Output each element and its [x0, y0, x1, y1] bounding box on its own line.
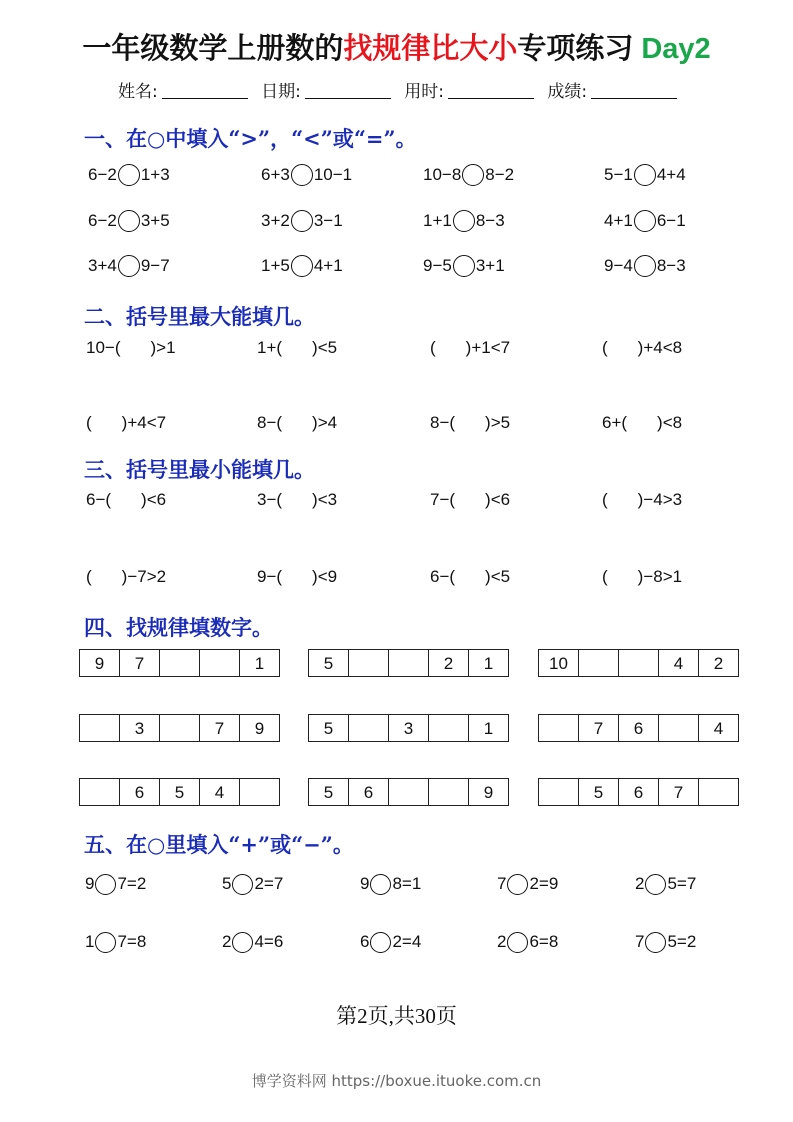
operator-item	[360, 872, 421, 896]
expression-right: )<6	[485, 490, 511, 509]
expression-right: )+1<7	[465, 338, 511, 357]
answer-circle[interactable]	[634, 210, 656, 232]
number-cell: 4	[200, 779, 240, 806]
operator-circle[interactable]	[95, 874, 116, 895]
number-strip	[538, 778, 739, 806]
right-expression: 8−3	[656, 256, 686, 275]
first-number: 2	[497, 932, 507, 951]
blank-cell[interactable]	[619, 650, 659, 677]
equation-rest: 7=8	[117, 932, 147, 951]
blank-cell[interactable]	[699, 779, 739, 806]
blank-cell[interactable]	[349, 650, 389, 677]
expression-left: (	[602, 338, 608, 357]
compare-item	[604, 254, 686, 278]
equation-rest: 5=2	[667, 932, 697, 951]
section-4-heading: 四、找规律填数字。	[84, 615, 273, 640]
number-cell: 5	[309, 650, 349, 677]
first-number: 5	[222, 874, 232, 893]
title-part-3: 专项练习	[517, 31, 634, 65]
paren-item	[602, 565, 682, 589]
number-cell: 7	[659, 779, 699, 806]
number-cell: 1	[469, 650, 509, 677]
right-expression: 3+5	[140, 211, 170, 230]
answer-circle[interactable]	[118, 210, 140, 232]
operator-circle[interactable]	[370, 932, 391, 953]
left-expression: 10−8	[423, 165, 462, 184]
expression-right: )−4>3	[637, 490, 683, 509]
operator-item	[497, 930, 558, 954]
paren-item	[602, 488, 682, 512]
number-strip	[79, 714, 280, 742]
compare-item	[604, 163, 686, 187]
operator-circle[interactable]	[370, 874, 391, 895]
left-expression: 5−1	[604, 165, 633, 184]
right-expression: 10−1	[313, 165, 353, 184]
section-3-heading: 三、括号里最小能填几。	[84, 457, 315, 482]
equation-rest: 2=4	[392, 932, 422, 951]
first-number: 9	[85, 874, 95, 893]
site-watermark: 博学资料网 https://boxue.ituoke.com.cn	[251, 1072, 542, 1090]
score-label: 成绩:	[547, 82, 588, 102]
left-expression: 9−5	[423, 256, 452, 275]
blank-cell[interactable]	[539, 715, 579, 742]
number-cell: 9	[469, 779, 509, 806]
number-cell: 5	[309, 779, 349, 806]
first-number: 7	[635, 932, 645, 951]
left-expression: 9−4	[604, 256, 633, 275]
equation-rest: 2=9	[529, 874, 559, 893]
answer-circle[interactable]	[462, 164, 484, 186]
number-strip	[538, 649, 739, 677]
expression-left: (	[86, 567, 92, 586]
expression-right: )+4<7	[121, 413, 167, 432]
date-blank[interactable]	[305, 82, 391, 99]
equation-rest: 2=7	[254, 874, 284, 893]
number-cell: 7	[200, 715, 240, 742]
expression-left: (	[602, 490, 608, 509]
operator-circle[interactable]	[507, 874, 528, 895]
paren-item	[602, 411, 682, 435]
number-cell: 1	[240, 650, 280, 677]
title-day: Day2	[641, 33, 711, 65]
number-strip	[308, 778, 509, 806]
paren-item	[430, 565, 510, 589]
number-cell: 5	[160, 779, 200, 806]
operator-item	[360, 930, 421, 954]
left-expression: 6+3	[261, 165, 290, 184]
blank-cell[interactable]	[389, 779, 429, 806]
name-label: 姓名:	[118, 82, 158, 102]
paren-item	[430, 411, 510, 435]
left-expression: 1+1	[423, 211, 452, 230]
expression-right: )−7>2	[121, 567, 167, 586]
operator-item	[635, 872, 696, 896]
expression-right: )<3	[312, 490, 338, 509]
expression-right: )<9	[312, 567, 338, 586]
operator-item	[85, 930, 146, 954]
expression-left: 10−(	[86, 338, 121, 357]
left-expression: 3+4	[88, 256, 117, 275]
number-cell: 9	[240, 715, 280, 742]
left-expression: 6−2	[88, 211, 117, 230]
score-blank[interactable]	[591, 82, 677, 99]
compare-item	[261, 163, 352, 187]
compare-item	[423, 209, 505, 233]
number-cell: 7	[579, 715, 619, 742]
equation-rest: 8=1	[392, 874, 422, 893]
operator-circle[interactable]	[232, 874, 253, 895]
blank-cell[interactable]	[539, 779, 579, 806]
right-expression: 3+1	[475, 256, 505, 275]
expression-right: )+4<8	[637, 338, 683, 357]
number-cell: 6	[349, 779, 389, 806]
answer-circle[interactable]	[291, 210, 313, 232]
blank-cell[interactable]	[240, 779, 280, 806]
expression-left: 9−(	[257, 567, 283, 586]
right-expression: 4+4	[656, 165, 686, 184]
number-strip	[538, 714, 739, 742]
paren-item	[257, 488, 337, 512]
expression-right: )<5	[312, 338, 338, 357]
expression-right: )−8>1	[637, 567, 683, 586]
blank-cell[interactable]	[389, 650, 429, 677]
equation-rest: 6=8	[529, 932, 559, 951]
operator-circle[interactable]	[507, 932, 528, 953]
expression-right: )<8	[657, 413, 683, 432]
paren-item	[430, 336, 510, 360]
number-cell: 6	[619, 715, 659, 742]
expression-left: (	[86, 413, 92, 432]
paren-item	[86, 488, 166, 512]
right-expression: 9−7	[140, 256, 170, 275]
title-part-1: 一年级数学上册数的	[82, 31, 344, 65]
right-expression: 4+1	[313, 256, 343, 275]
number-strip	[79, 778, 280, 806]
expression-left: (	[602, 567, 608, 586]
first-number: 9	[360, 874, 370, 893]
paren-item	[86, 336, 176, 360]
blank-cell[interactable]	[200, 650, 240, 677]
answer-circle[interactable]	[118, 255, 140, 277]
right-expression: 8−2	[485, 165, 515, 184]
blank-cell[interactable]	[80, 779, 120, 806]
number-cell: 5	[309, 715, 349, 742]
operator-circle[interactable]	[232, 932, 253, 953]
first-number: 7	[497, 874, 507, 893]
compare-item	[88, 209, 170, 233]
equation-rest: 4=6	[254, 932, 284, 951]
number-cell: 4	[699, 715, 739, 742]
expression-left: 6−(	[430, 567, 456, 586]
left-expression: 6−2	[88, 165, 117, 184]
blank-cell[interactable]	[429, 779, 469, 806]
equation-rest: 7=2	[117, 874, 147, 893]
paren-item	[86, 411, 166, 435]
compare-item	[261, 254, 343, 278]
expression-left: 6+(	[602, 413, 628, 432]
expression-right: )>5	[485, 413, 511, 432]
left-expression: 3+2	[261, 211, 290, 230]
expression-left: 3−(	[257, 490, 283, 509]
number-cell: 6	[619, 779, 659, 806]
number-cell: 5	[579, 779, 619, 806]
blank-cell[interactable]	[349, 715, 389, 742]
expression-left: 1+(	[257, 338, 283, 357]
compare-item	[88, 254, 170, 278]
answer-circle[interactable]	[118, 164, 140, 186]
paren-item	[257, 336, 337, 360]
number-cell: 2	[429, 650, 469, 677]
operator-circle[interactable]	[95, 932, 116, 953]
left-expression: 1+5	[261, 256, 290, 275]
answer-circle[interactable]	[634, 164, 656, 186]
number-strip	[308, 714, 509, 742]
right-expression: 1+3	[140, 165, 170, 184]
number-cell: 4	[659, 650, 699, 677]
paren-item	[602, 336, 682, 360]
expression-left: 8−(	[257, 413, 283, 432]
left-expression: 4+1	[604, 211, 633, 230]
blank-cell[interactable]	[429, 715, 469, 742]
expression-left: (	[430, 338, 436, 357]
first-number: 2	[635, 874, 645, 893]
operator-item	[222, 930, 283, 954]
time-label: 用时:	[404, 82, 445, 102]
first-number: 2	[222, 932, 232, 951]
answer-circle[interactable]	[291, 255, 313, 277]
expression-left: 8−(	[430, 413, 456, 432]
date-label: 日期:	[261, 82, 301, 102]
time-blank[interactable]	[448, 82, 534, 99]
first-number: 1	[85, 932, 95, 951]
number-cell: 2	[699, 650, 739, 677]
blank-cell[interactable]	[80, 715, 120, 742]
operator-item	[497, 872, 558, 896]
expression-right: )<6	[141, 490, 167, 509]
expression-right: )<5	[485, 567, 511, 586]
section-1-heading: 一、在○中填入“>”，“<”或“=”。	[84, 126, 417, 151]
answer-circle[interactable]	[634, 255, 656, 277]
operator-item	[635, 930, 696, 954]
compare-item	[423, 163, 514, 187]
expression-left: 7−(	[430, 490, 456, 509]
name-blank[interactable]	[162, 82, 248, 99]
number-cell: 7	[120, 650, 160, 677]
equation-rest: 5=7	[667, 874, 697, 893]
blank-cell[interactable]	[579, 650, 619, 677]
section-2-heading: 二、括号里最大能填几。	[84, 304, 315, 329]
expression-left: 6−(	[86, 490, 112, 509]
paren-item	[86, 565, 166, 589]
answer-circle[interactable]	[453, 210, 475, 232]
expression-right: )>4	[312, 413, 338, 432]
number-cell: 9	[80, 650, 120, 677]
compare-item	[604, 209, 686, 233]
number-cell: 10	[539, 650, 579, 677]
paren-item	[257, 565, 337, 589]
operator-item	[222, 872, 283, 896]
number-cell: 6	[120, 779, 160, 806]
page-number: 第2页,共30页	[336, 1004, 457, 1028]
title-part-2: 找规律比大小	[343, 31, 518, 65]
compare-item	[423, 254, 505, 278]
blank-cell[interactable]	[160, 650, 200, 677]
answer-circle[interactable]	[291, 164, 313, 186]
right-expression: 3−1	[313, 211, 343, 230]
number-cell: 3	[389, 715, 429, 742]
expression-right: )>1	[150, 338, 176, 357]
right-expression: 6−1	[656, 211, 686, 230]
worksheet-title	[0, 26, 793, 71]
first-number: 6	[360, 932, 370, 951]
compare-item	[261, 209, 343, 233]
number-strip	[308, 649, 509, 677]
compare-item	[88, 163, 170, 187]
blank-cell[interactable]	[659, 715, 699, 742]
paren-item	[430, 488, 510, 512]
number-cell: 3	[120, 715, 160, 742]
answer-circle[interactable]	[453, 255, 475, 277]
number-strip	[79, 649, 280, 677]
operator-circle[interactable]	[645, 932, 666, 953]
operator-circle[interactable]	[645, 874, 666, 895]
student-info-line	[118, 80, 685, 104]
paren-item	[257, 411, 337, 435]
number-cell: 1	[469, 715, 509, 742]
blank-cell[interactable]	[160, 715, 200, 742]
operator-item	[85, 872, 146, 896]
section-5-heading: 五、在○里填入“+”或“−”。	[84, 832, 354, 857]
right-expression: 8−3	[475, 211, 505, 230]
